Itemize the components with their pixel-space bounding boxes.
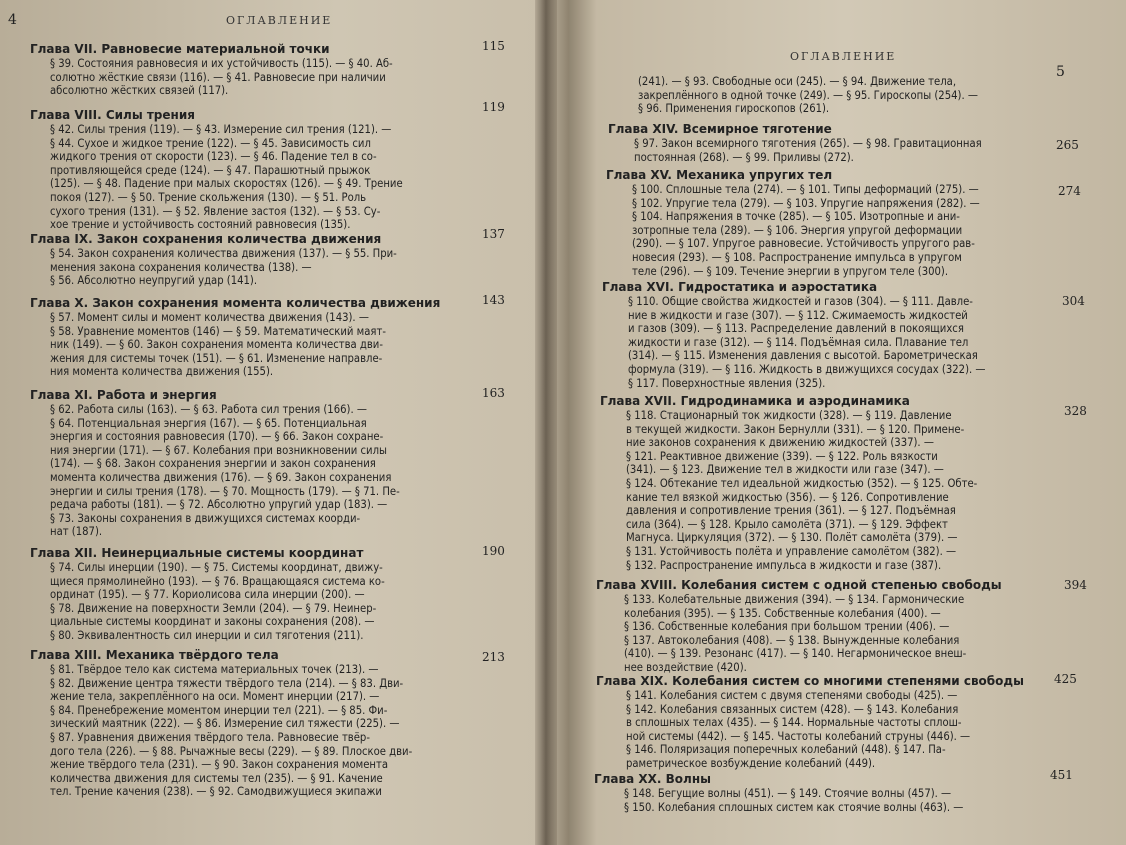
chapter-block (30, 227, 505, 288)
chapter-title: Глава XVI. Гидростатика и аэростатика (602, 280, 878, 294)
entry-line: § 54. Закон сохранения количества движения (137). — § 55. При- (50, 247, 397, 260)
entry-line: покоя (127). — § 50. Трение скольжения (130). — § 51. Роль (50, 190, 367, 204)
entry-line: (125). — § 48. Падение при малых скоростях (126). — § 49. Трение (50, 177, 403, 191)
entry-line: сила (364). — § 128. Крыло самолёта (371). — § 129. Эффект (626, 517, 948, 531)
chapter-page: 425 (1054, 672, 1077, 686)
entry-line: § 118. Стационарный ток жидкости (328). — § 119. Давление (626, 409, 952, 422)
chapter-title: Глава XVII. Гидродинамика и аэродинамика (600, 394, 910, 408)
chapter-page: 137 (482, 227, 505, 241)
entry-line: § 141. Колебания систем с двумя степенями свободы (425). — (626, 689, 958, 702)
entry-line: § 57. Момент силы и момент количества движения (143). — (50, 311, 369, 324)
entry-line: нат (187). (50, 525, 103, 539)
chapter-title: Глава XIV. Всемирное тяготение (608, 122, 832, 136)
entry-line: и газов (309). — § 113. Распределение давлений в покоящихся (628, 322, 964, 336)
entry-line: (241). — § 93. Свободные оси (245). — § 94. Движение тела, (638, 75, 957, 88)
entry-line: постоянная (268). — § 99. Приливы (272). (634, 150, 854, 164)
entry-line: новесия (293). — § 108. Распространение импульса в упругом (632, 250, 962, 264)
entry-line: § 73. Законы сохранения в движущихся системах коорди- (50, 511, 361, 525)
chapter-block (30, 293, 505, 379)
page-header: ОГЛАВЛЕНИЕ (226, 14, 333, 27)
entry-line: редача работы (181). — § 72. Абсолютно упругий удар (183). — (50, 498, 388, 512)
chapter-title: Глава XIII. Механика твёрдого тела (30, 648, 279, 662)
chapter-page: 451 (1050, 768, 1073, 782)
entry-line: § 124. Обтекание тел идеальной жидкостью (352). — § 125. Обте- (626, 476, 978, 490)
entry-line: зический маятник (222). — § 86. Измерение сил тяжести (225). — (50, 717, 400, 731)
entry-line: жение тела, закреплённого на оси. Момент инерции (217). — (50, 690, 380, 704)
entry-line: щиеся прямолинейно (193). — § 76. Вращающаяся система ко- (50, 574, 385, 588)
entry-line: § 39. Состояния равновесия и их устойчивость (115). — § 40. Аб- (50, 57, 393, 70)
entry-line: § 81. Твёрдое тело как система материальных точек (213). — (50, 663, 379, 676)
right-page (550, 0, 1126, 845)
entry-line: § 110. Общие свойства жидкостей и газов (304). — § 111. Давле- (628, 295, 973, 308)
chapter-block (30, 648, 505, 799)
page-header: ОГЛАВЛЕНИЕ (790, 50, 897, 63)
entry-line: § 146. Поляризация поперечных колебаний (448). § 147. Па- (626, 743, 946, 757)
entry-line: § 131. Устойчивость полёта и управление самолётом (382). — (626, 544, 957, 558)
entry-line: § 148. Бегущие волны (451). — § 149. Стоячие волны (457). — (624, 787, 952, 800)
page-number: 5 (1056, 64, 1065, 80)
chapter-title: Глава X. Закон сохранения момента количества движения (30, 296, 441, 310)
entry-line: ординат (195). — § 77. Кориолисова сила инерции (200). — (50, 588, 365, 602)
entry-line: § 74. Силы инерции (190). — § 75. Системы координат, движу- (50, 561, 383, 574)
chapter-block (30, 544, 505, 643)
entry-line: ние в жидкости и газе (307). — § 112. Сжимаемость жидкостей (628, 308, 968, 322)
entry-line: раметрическое возбуждение колебаний (449). (626, 756, 876, 770)
entry-line: энергия и состояния равновесия (170). — § 66. Закон сохране- (50, 430, 384, 444)
entry-line: § 56. Абсолютно неупругий удар (141). (50, 274, 258, 288)
entry-line: (290). — § 107. Упругое равновесие. Устойчивость упругого рав- (632, 237, 975, 251)
entry-line: (314). — § 115. Изменения давления с высотой. Барометрическая (628, 349, 978, 363)
chapter-title: Глава XI. Работа и энергия (30, 388, 217, 402)
entry-line: тел. Трение качения (238). — § 92. Самодвижущиеся экипажи (50, 785, 382, 799)
entry-line: жение твёрдого тела (231). — § 90. Закон сохранения момента (50, 758, 389, 772)
chapter-page: 304 (1062, 294, 1085, 308)
chapter-title: Глава XIX. Колебания систем со многими степенями свободы (596, 674, 1024, 688)
entry-line: § 133. Колебательные движения (394). — § 134. Гармонические (624, 593, 965, 606)
entry-line: § 102. Упругие тела (279). — § 103. Упругие напряжения (282). — (632, 196, 980, 210)
entry-line: § 136. Собственные колебания при большом трении (406). — (624, 620, 950, 634)
entry-line: Магнуса. Циркуляция (372). — § 130. Полёт самолёта (379). — (626, 531, 958, 545)
entry-line: § 64. Потенциальная энергия (167). — § 65. Потенциальная (50, 416, 367, 430)
chapter-block (30, 386, 505, 539)
chapter-title: Глава XII. Неинерциальные системы координат (30, 546, 364, 560)
entry-line: противляющейся среде (124). — § 47. Парашютный прыжок (50, 163, 371, 177)
entry-line: § 117. Поверхностные явления (325). (628, 376, 826, 390)
chapter-page: 163 (482, 386, 505, 400)
entry-line: § 82. Движение центра тяжести твёрдого тела (214). — § 83. Дви- (50, 676, 404, 690)
entry-line: дого тела (226). — § 88. Рычажные весы (229). — § 89. Плоское дви- (50, 744, 413, 758)
entry-line: § 84. Пренебрежение моментом инерции тел (221). — § 85. Фи- (50, 703, 388, 717)
entry-line: жидкости и газе (312). — § 114. Подъёмная сила. Плавание тел (628, 335, 969, 349)
entry-line: солютно жёсткие связи (116). — § 41. Равновесие при наличии (50, 70, 386, 84)
entry-line: (341). — § 123. Движение тел в жидкости или газе (347). — (626, 463, 944, 477)
entry-line: § 137. Автоколебания (408). — § 138. Вынужденные колебания (624, 633, 960, 647)
entry-line: хое трение и устойчивость состояний равновесия (135). (50, 218, 351, 232)
chapter-page: 115 (482, 39, 505, 53)
entry-line: в текущей жидкости. Закон Бернулли (331). — § 120. Примене- (626, 422, 965, 436)
entry-line: давления и сопротивление трения (361). — § 127. Подъёмная (626, 504, 956, 518)
entry-line: колебания (395). — § 135. Собственные колебания (400). — (624, 606, 941, 620)
entry-line: § 80. Эквивалентность сил инерции и сил тяготения (211). (50, 628, 364, 642)
entry-line: сухого трения (131). — § 52. Явление застоя (132). — § 53. Су- (50, 204, 381, 218)
entry-line: в сплошных телах (435). — § 144. Нормальные частоты сплош- (626, 716, 962, 730)
entry-line: § 100. Сплошные тела (274). — § 101. Типы деформаций (275). — (632, 183, 979, 196)
entry-line: § 58. Уравнение моментов (146) — § 59. Математический маят- (50, 324, 386, 338)
entry-line: жидкого трения от скорости (123). — § 46. Падение тел в со- (50, 150, 377, 164)
chapter-page: 143 (482, 293, 505, 307)
chapter-block (600, 394, 1087, 572)
chapter-block (596, 672, 1077, 771)
entry-line: § 62. Работа силы (163). — § 63. Работа сил трения (166). — (50, 403, 367, 416)
chapter-block (594, 768, 1073, 814)
chapter-page: 274 (1058, 184, 1081, 198)
chapter-page: 213 (482, 650, 505, 664)
entry-line: ние законов сохранения к движению жидкостей (337). — (626, 436, 934, 450)
chapter-title: Глава VII. Равновесие материальной точки (30, 42, 330, 56)
entry-line: § 150. Колебания сплошных систем как стоячие волны (463). — (624, 800, 964, 814)
chapter-title: Глава XV. Механика упругих тел (606, 168, 833, 182)
entry-line: § 96. Применения гироскопов (261). (638, 102, 830, 116)
entry-line: ния энергии (171). — § 67. Колебания при возникновении силы (50, 443, 387, 457)
entry-line: зотропные тела (289). — § 106. Энергия упругой деформации (632, 223, 963, 237)
chapter-page: 328 (1064, 404, 1087, 418)
entry-line: § 44. Сухое и жидкое трение (122). — § 45. Зависимость сил (50, 136, 371, 150)
left-page (0, 0, 540, 845)
entry-line: (410). — § 139. Резонанс (417). — § 140. Негармоническое внеш- (624, 647, 967, 661)
chapter-page: 119 (482, 100, 505, 114)
chapter-block (596, 578, 1087, 675)
entry-line: § 104. Напряжения в точке (285). — § 105. Изотропные и ани- (632, 210, 960, 224)
entry-line: § 121. Реактивное движение (339). — § 122. Роль вязкости (626, 449, 938, 463)
chapter-page: 190 (482, 544, 505, 558)
entry-line: § 42. Силы трения (119). — § 43. Измерение сил трения (121). — (50, 123, 392, 136)
entry-line: теле (296). — § 109. Течение энергии в упругом теле (300). (632, 264, 949, 278)
chapter-block (606, 168, 1081, 278)
entry-line: (174). — § 68. Закон сохранения энергии и закон сохранения (50, 457, 376, 471)
entry-line: количества движения для системы тел (235). — § 91. Качение (50, 771, 383, 785)
entry-line: § 97. Закон всемирного тяготения (265). — § 98. Гравитационная (634, 137, 982, 150)
entry-line: § 142. Колебания связанных систем (428). — § 143. Колебания (626, 702, 959, 716)
entry-line: § 87. Уравнения движения твёрдого тела. Равновесие твёр- (50, 730, 370, 744)
entry-line: абсолютно жёстких связей (117). (50, 84, 229, 98)
chapter-block (602, 280, 1085, 390)
entry-line: закреплённого в одной точке (249). — § 95. Гироскопы (254). — (638, 88, 978, 102)
entry-line: жения для системы точек (151). — § 61. Изменение направле- (50, 351, 383, 365)
chapter-title: Глава VIII. Силы трения (30, 108, 195, 122)
chapter-block (608, 122, 1079, 164)
chapter-title: Глава XX. Волны (594, 772, 711, 786)
entry-line: формула (319). — § 116. Жидкость в движущихся сосудах (322). — (628, 362, 986, 376)
entry-line: ник (149). — § 60. Закон сохранения момента количества дви- (50, 338, 383, 352)
chapter-page: 394 (1064, 578, 1087, 592)
entry-line: § 132. Распространение импульса в жидкости и газе (387). (626, 558, 942, 572)
entry-line: циальные системы координат и законы сохранения (208). — (50, 615, 375, 629)
page-number: 4 (8, 12, 17, 28)
chapter-page: 265 (1056, 138, 1079, 152)
entry-line: ной системы (442). — § 145. Частоты колебаний струны (446). — (626, 729, 971, 743)
entry-line: момента количества движения (176). — § 69. Закон сохранения (50, 470, 392, 484)
chapter-title: Глава XVIII. Колебания систем с одной степенью свободы (596, 578, 1002, 592)
entry-line: энергии и силы трения (178). — § 70. Мощность (179). — § 71. Пе- (50, 484, 400, 498)
entry-line: менения закона сохранения количества (138). — (50, 260, 312, 274)
chapter-block (30, 100, 505, 232)
entry-line: § 78. Движение на поверхности Земли (204). — § 79. Неинер- (50, 601, 377, 615)
entry-line: ния момента количества движения (155). (50, 365, 274, 379)
chapter-block (30, 39, 505, 98)
continued-entries (638, 74, 1048, 116)
entry-line: кание тел вязкой жидкостью (356). — § 126. Сопротивление (626, 490, 949, 504)
chapter-title: Глава IX. Закон сохранения количества движения (30, 232, 382, 246)
entry-line: нее воздействие (420). (624, 660, 747, 674)
